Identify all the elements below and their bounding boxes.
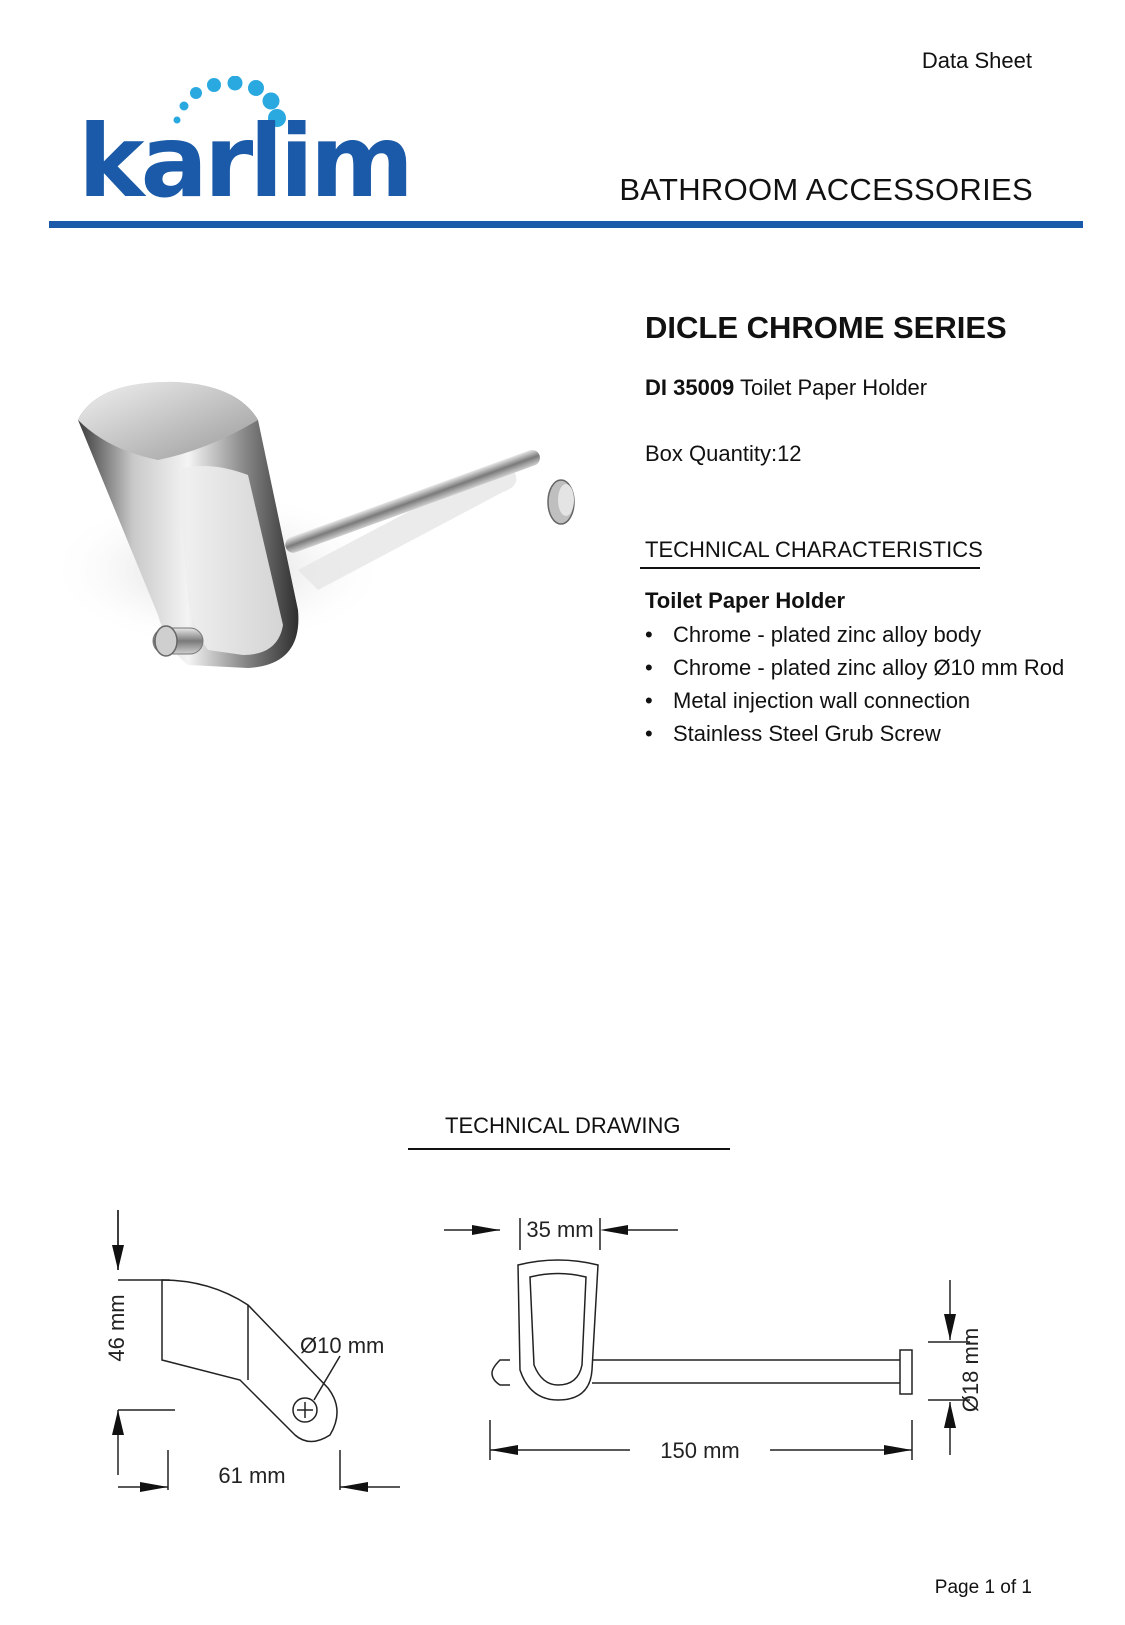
front-view-drawing [440,1210,1040,1510]
spec-subheading: Toilet Paper Holder [645,588,846,613]
length-dimension-label: 150 mm [660,1438,740,1463]
feature-item: • Metal injection wall connection [645,684,1064,717]
product-name: Toilet Paper Holder [740,375,928,400]
series-title: DICLE CHROME SERIES [645,310,1007,345]
karlim-logo [78,76,418,208]
feature-item: • Chrome - plated zinc alloy Ø10 mm Rod [645,651,1064,684]
feature-list [645,618,1064,750]
document-type-label: Data Sheet [921,48,1032,73]
product-code: DI 35009 [645,375,735,400]
height-dimension-label: 46 mm [104,1294,129,1362]
box-quantity: Box Quantity:12 [645,441,802,466]
page-number: Page 1 of 1 [934,1577,1032,1598]
rod-diameter-label: Ø10 mm [300,1333,385,1358]
cap-diameter-label: Ø18 mm [958,1327,983,1413]
category-title: BATHROOM ACCESSORIES [619,172,1033,207]
technical-heading-underline [640,567,980,569]
technical-drawing-underline [408,1148,730,1150]
depth-dimension-label: 61 mm [218,1463,286,1488]
technical-characteristics-heading: TECHNICAL CHARACTERISTICS [645,537,983,562]
header-divider [49,221,1083,228]
feature-item: • Stainless Steel Grub Screw [645,717,1064,750]
side-view-drawing [100,1210,420,1510]
width-dimension-label: 35 mm [526,1217,594,1242]
feature-item: • Chrome - plated zinc alloy body [645,618,1064,651]
product-photo [58,380,606,710]
product-line [645,375,927,401]
technical-drawing-heading: TECHNICAL DRAWING [445,1113,681,1138]
logo-wordmark: karlim [78,103,411,208]
